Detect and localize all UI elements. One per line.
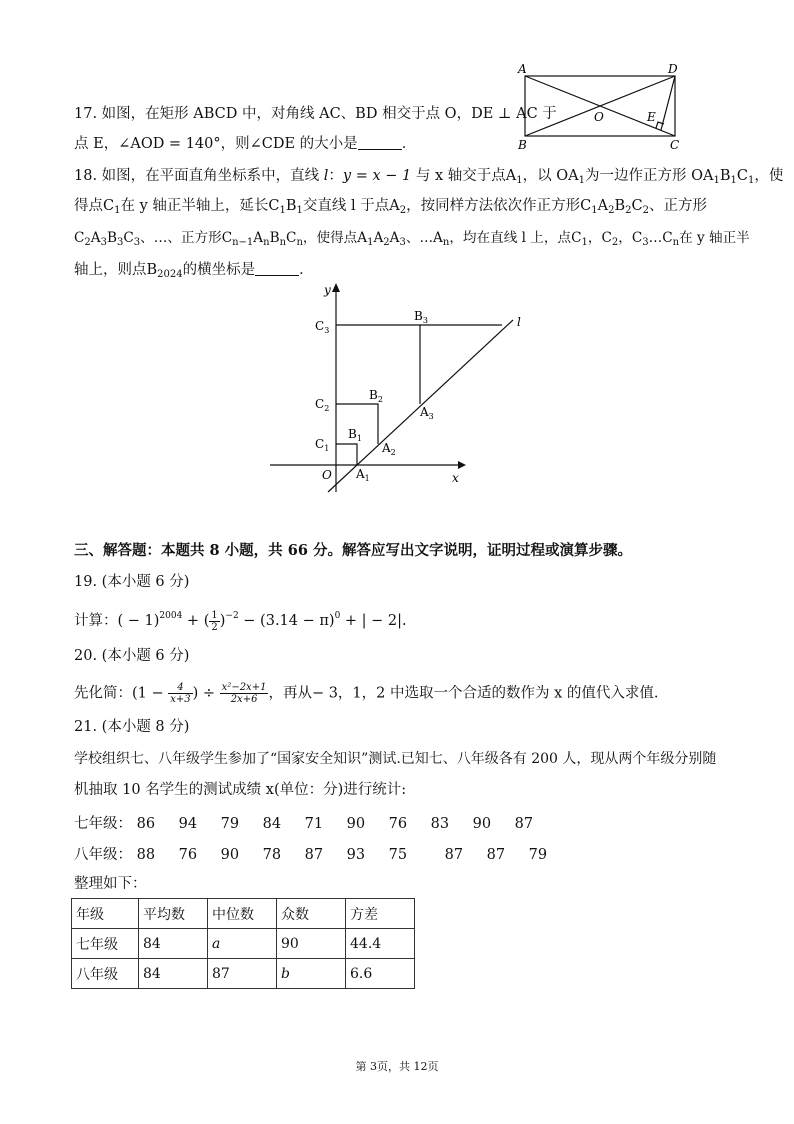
svg-text:B3: $B_3$ bbox=[414, 309, 428, 325]
label-b: B bbox=[518, 138, 527, 152]
table-header: 平均数 bbox=[139, 899, 208, 929]
table-header-row bbox=[72, 899, 415, 929]
label-d: D bbox=[668, 62, 678, 76]
label-c: C bbox=[670, 138, 680, 152]
y-axis-label: y bbox=[324, 283, 331, 297]
svg-text:A2: $A_2$ bbox=[382, 441, 396, 457]
q17-line1: 17. 如图，在矩形 ABCD 中，对角线 AC、BD 相交于点 O，DE ⊥ AC 于 bbox=[74, 106, 557, 122]
q18-line4: 轴上，则点$B_{2024}$的横坐标是 ． bbox=[74, 262, 314, 280]
label-a3: A bbox=[420, 405, 429, 419]
table-row bbox=[72, 959, 415, 989]
q18-line3: $C_2A_3B_3C_3$、…、正方形$C_{n-1}A_nB_nC_n$，使得点$A_1A_2A_3$、$\dots A_n$，均在直线 l 上，点$C_1$，$C_2$，$C_3\dots C_n$在 y 轴正半 bbox=[74, 230, 750, 248]
table-cell: 44.4 bbox=[346, 929, 415, 959]
table-header: 年级 bbox=[72, 899, 139, 929]
svg-text:C2: $C_2$ bbox=[315, 397, 330, 413]
q18-line1: 18. 如图，在平面直角坐标系中，直线 l：y = x − 1 与 x 轴交于点$A_1$，以 $OA_1$为一边作正方形 $OA_1B_1C_1$，使 bbox=[74, 168, 784, 186]
label-a: A bbox=[518, 62, 527, 76]
table-cell: a bbox=[208, 929, 277, 959]
label-b3: B bbox=[414, 309, 423, 323]
origin-label: O bbox=[322, 468, 332, 482]
label-o: O bbox=[594, 110, 604, 124]
arrange-label: 整理如下： bbox=[74, 876, 147, 892]
table-header: 中位数 bbox=[208, 899, 277, 929]
table-header: 众数 bbox=[277, 899, 346, 929]
label-c1: C bbox=[315, 437, 325, 451]
label-c3: C bbox=[315, 319, 325, 333]
table-cell: 90 bbox=[277, 929, 346, 959]
table-cell: 84 bbox=[139, 929, 208, 959]
table-cell: 八年级 bbox=[72, 959, 139, 989]
page-footer: 第 3页，共 12页 bbox=[355, 1060, 439, 1073]
label-a1: A bbox=[356, 467, 365, 481]
label-b2: B bbox=[369, 388, 378, 402]
table-cell: 七年级 bbox=[72, 929, 139, 959]
svg-text:B2: $B_2$ bbox=[369, 388, 383, 404]
section-heading: 三、解答题：本题共 8 小题，共 66 分。解答应写出文字说明，证明过程或演算步骤。 bbox=[74, 542, 632, 559]
label-a2: A bbox=[382, 441, 391, 455]
q17-line2: 点 E，∠AOD = 140°，则∠CDE 的大小是 ． bbox=[74, 136, 417, 152]
answer-blank bbox=[255, 261, 299, 276]
svg-text:C3: $C_3$ bbox=[315, 319, 330, 335]
label-b1: B bbox=[348, 427, 357, 441]
q20-heading: 20. (本小题 6 分) bbox=[74, 648, 190, 664]
label-c2: C bbox=[315, 397, 325, 411]
rectangle-figure bbox=[510, 62, 690, 152]
table-row bbox=[72, 929, 415, 959]
coordinate-figure bbox=[268, 280, 538, 495]
q20-expression: 先化简：(1 − $\frac{4}{x+3}$ ) ÷ $\frac{\text{x²−2x+1}}{2x+6}$ ，再从− 3，1，2 中选取一个合适的数作为 x 的值代入求值. bbox=[74, 682, 659, 705]
table-cell: b bbox=[277, 959, 346, 989]
q19-expression: 计算：( − 1)$^{2004}$ + ( $\frac{1}{2}$ )$^{-2} - (3.14 - \pi)^0$ + | − 2|. bbox=[74, 609, 407, 633]
label-e: E bbox=[647, 110, 656, 124]
table-cell: 84 bbox=[139, 959, 208, 989]
table-cell: 6.6 bbox=[346, 959, 415, 989]
grade7-scores: 七年级： 86 94 79 84 71 90 76 83 90 87 bbox=[74, 816, 534, 832]
q21-para1: 学校组织七、八年级学生参加了“国家安全知识”测试.已知七、八年级各有 200 人，现从两个年级分别随 bbox=[74, 751, 717, 767]
svg-text:A1: $A_1$ bbox=[356, 467, 370, 483]
svg-text:B1: $B_1$ bbox=[348, 427, 362, 443]
grade8-scores: 八年级： 88 76 90 78 87 93 75 87 87 79 bbox=[74, 847, 548, 863]
svg-text:C1: $C_1$ bbox=[315, 437, 330, 453]
table-header: 方差 bbox=[346, 899, 415, 929]
q21-para2: 机抽取 10 名学生的测试成绩 x(单位：分)进行统计: bbox=[74, 782, 407, 798]
answer-blank bbox=[358, 135, 402, 150]
table-cell: 87 bbox=[208, 959, 277, 989]
stats-table bbox=[71, 898, 415, 989]
q18-line2: 得点$C_1$在 y 轴正半轴上，延长$C_1B_1$交直线 l 于点$A_2$，按同样方法依次作正方形$C_1A_2B_2C_2$、正方形 bbox=[74, 198, 707, 216]
svg-text:A3: $A_3$ bbox=[420, 405, 434, 421]
x-axis-label: x bbox=[452, 471, 459, 485]
q21-heading: 21. (本小题 8 分) bbox=[74, 719, 190, 735]
q19-heading: 19. (本小题 6 分) bbox=[74, 574, 190, 590]
line-l-label: l bbox=[517, 315, 521, 329]
